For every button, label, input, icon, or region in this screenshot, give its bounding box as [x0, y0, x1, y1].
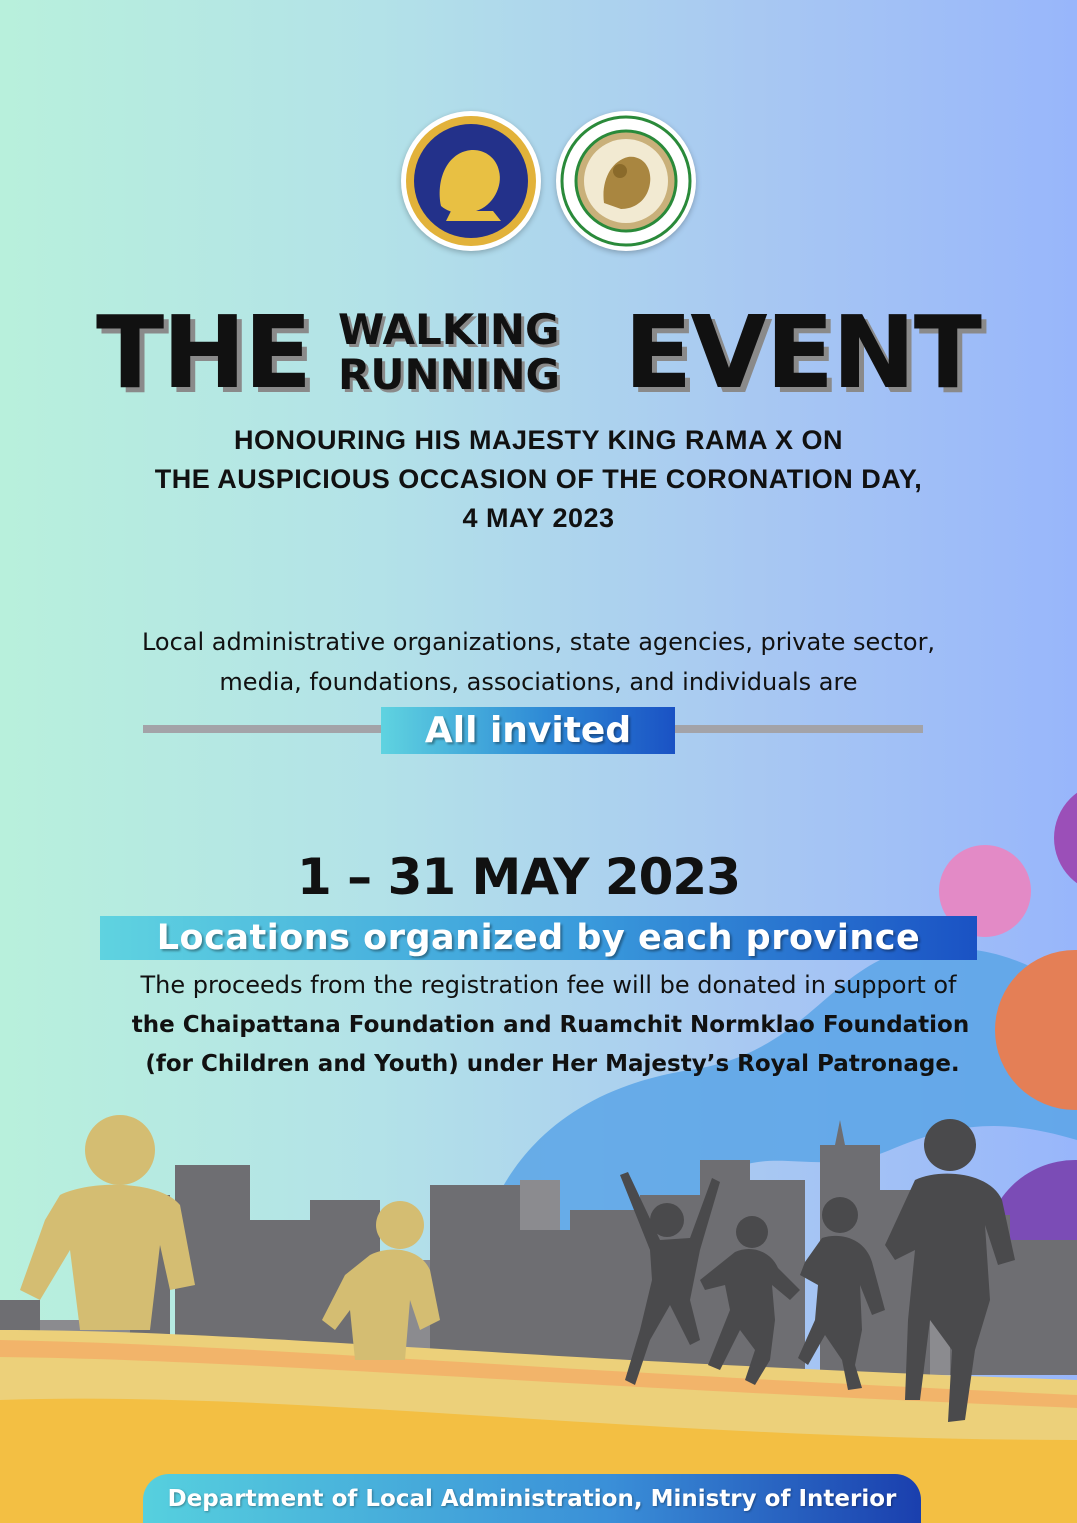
proceeds-line-2: the Chaipattana Foundation and Ruamchit Normklao Foundation — [131, 1012, 970, 1038]
subtitle-line-2: THE AUSPICIOUS OCCASION OF THE CORONATION DAY, — [154, 464, 923, 494]
locations-banner: Locations organized by each province — [100, 916, 977, 960]
divider-left — [143, 725, 383, 733]
proceeds-line-3: (for Children and Youth) under Her Majesty’s Royal Patronage. — [145, 1051, 960, 1077]
organizer-footer: Department of Local Administration, Ministry of Interior — [143, 1474, 921, 1523]
lion-emblem-icon — [556, 111, 696, 251]
local-admin-seal-logo — [556, 111, 696, 251]
invitation-line-2: media, foundations, associations, and individuals are — [219, 668, 858, 696]
subtitle-line-1: HONOURING HIS MAJESTY KING RAMA X ON — [233, 425, 844, 455]
title-word-walking: WALKING — [338, 305, 560, 354]
all-invited-badge: All invited — [381, 707, 675, 754]
subtitle-line-3: 4 MAY 2023 — [462, 503, 615, 533]
title-word-the: THE — [96, 294, 311, 411]
lion-seal-icon — [401, 111, 541, 251]
divider-right — [673, 725, 923, 733]
title-word-event: EVENT — [624, 294, 980, 411]
proceeds-line-1: The proceeds from the registration fee will be donated in support of — [140, 971, 957, 999]
invitation-line-1: Local administrative organizations, state agencies, private sector, — [141, 628, 936, 656]
event-dates: 1 – 31 MAY 2023 — [296, 848, 741, 906]
ministry-seal-logo — [401, 111, 541, 251]
title-word-running: RUNNING — [338, 350, 560, 399]
purple-circle-shape — [1054, 782, 1077, 894]
